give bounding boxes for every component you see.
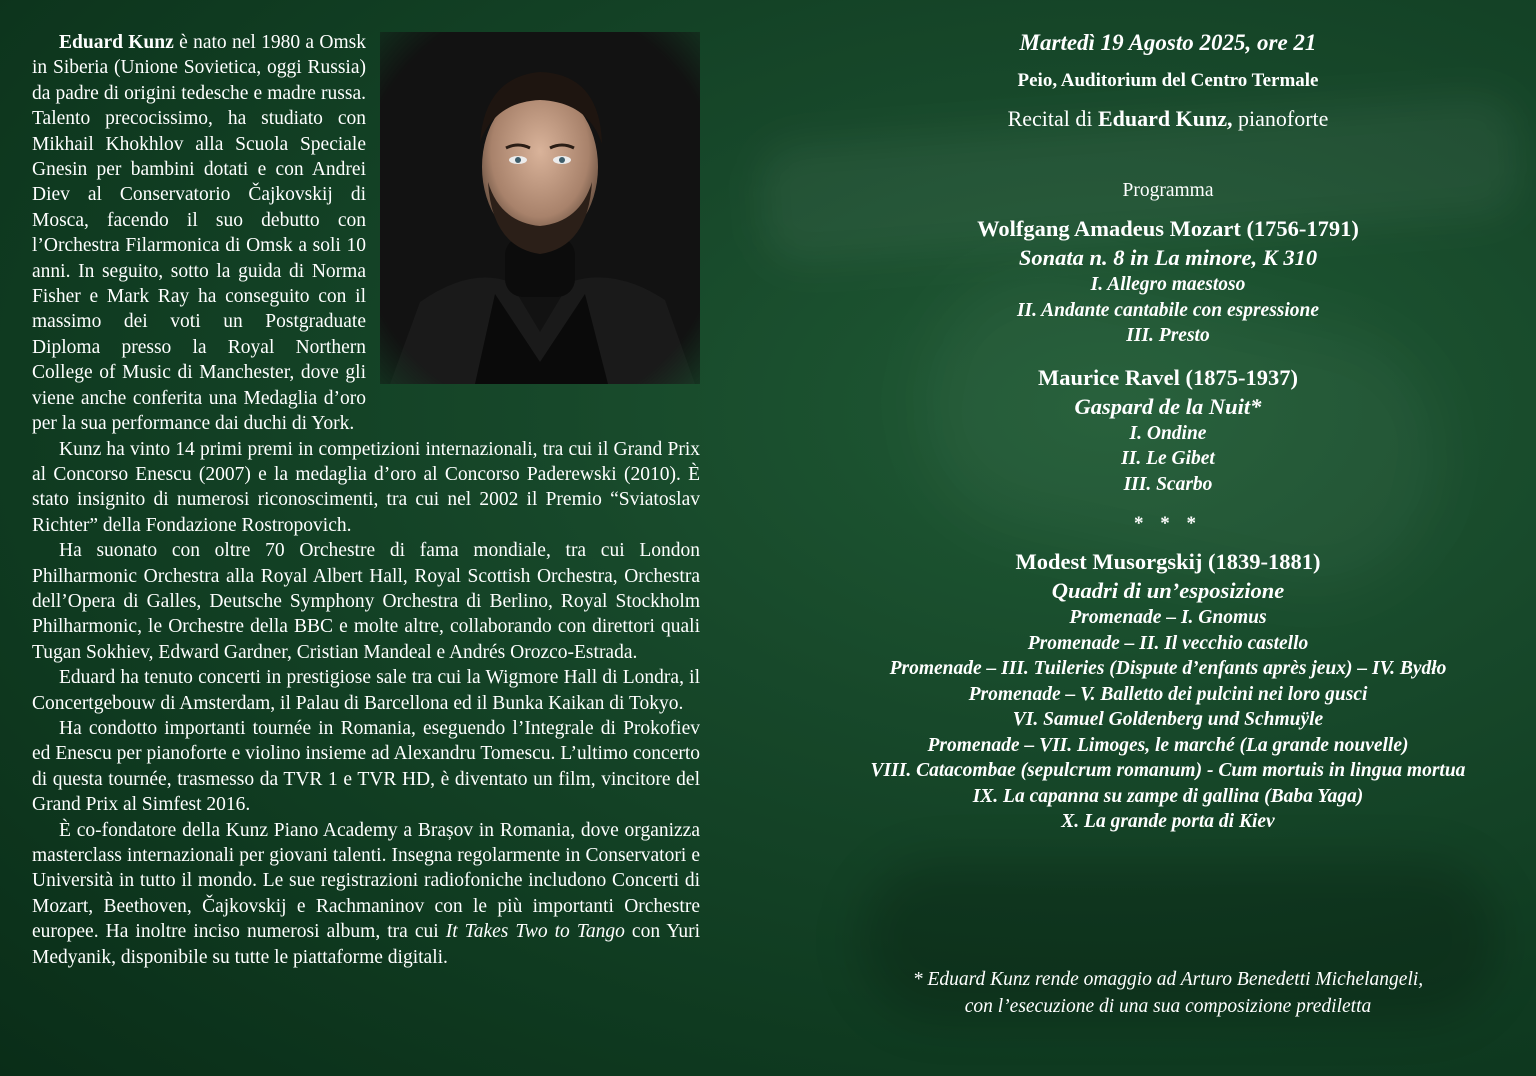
movement-item: II. Le Gibet — [1121, 448, 1215, 469]
movement-item: VIII. Catacombae (sepulcrum romanum) - Cum mortuis in lingua mortua — [870, 760, 1466, 781]
movement-item: VI. Samuel Goldenberg und Schmuÿle — [1012, 709, 1324, 730]
bio-paragraph-3: Ha suonato con oltre 70 Orchestre di fama mondiale, tra cui London Philharmonic Orchestra alla Royal Albert Hall, Royal Scottish Orchestra, Orchestra dell’Opera di Galles, Deutsche Symphony Orchestra di Berlino, Royal Stockholm Philharmonic, le Orchestre della BBC e molte altre, collaborando con direttori quali Tugan Sokhiev, Edward Gardner, Cristian Mandeal e Andrés Orozco-Estrada. — [32, 540, 700, 663]
bio-paragraph-5: Ha condotto importanti tournée in Romania, eseguendo l’Integrale di Prokofiev ed Enescu per pianoforte e violino insieme ad Alexandru Tomescu. L’ultimo concerto di questa tournée, trasmesso da TVR 1 e TVR HD, è diventato un film, vincitore del Grand Prix al Simfest 2016. — [32, 717, 700, 816]
concert-date: Martedì 19 Agosto 2025, ore 21 — [1019, 30, 1317, 55]
recital-title — [800, 104, 1536, 134]
section-separator: * * * — [1134, 513, 1202, 534]
bio-paragraph-2: Kunz ha vinto 14 primi premi in competizioni internazionali, tra cui il Grand Prix al Concorso Enescu (2007) e la medaglia d’oro al Concorso Paderewski (2010). È stato insignito di numerosi riconoscimenti, tra cui nel 2002 il Premio “Sviatoslav Richter” della Fondazione Rostropovich. — [32, 438, 700, 536]
movement-item: X. La grande porta di Kiev — [1061, 811, 1275, 832]
movement-item: I. Allegro maestoso — [1090, 274, 1246, 295]
bio-paragraph-1-text: è nato nel 1980 a Omsk in Siberia (Unione Sovietica, oggi Russia) da padre di origini tedesche e madre russa. Talento precocissimo, ha studiato con Mikhail Khokhlov alla Scuola Speciale Gnesin per bambini dotati e con Andrei Diev al Conservatorio Čajkovskij di Mosca, facendo il suo debutto con l’Orchestra Filarmonica di Omsk a soli 10 anni. In seguito, sotto la guida di Norma Fisher e Mark Ray ha conseguito con il massimo dei voti un Postgraduate Diploma presso la Royal Northern College of Music di Manchester, dove gli viene anche conferita una Medaglia d’oro per la sua performance dai duchi di York. — [32, 32, 366, 435]
biography-column — [32, 30, 700, 970]
work-mozart: Sonata n. 8 in La minore, K 310 — [1018, 245, 1318, 270]
footnote-line-2: con l’esecuzione di una sua composizione prediletta — [964, 996, 1372, 1017]
pianist-portrait — [380, 32, 700, 384]
portrait-illustration — [380, 32, 700, 384]
movement-item: I. Ondine — [1129, 422, 1207, 444]
movement-item: Promenade – VII. Limoges, le marché (La grande nouvelle) — [927, 734, 1409, 756]
movement-item: III. Presto — [1126, 325, 1210, 346]
composer-musorgskij: Modest Musorgskij (1839-1881) — [1015, 549, 1321, 574]
program-heading: Programma — [1122, 180, 1214, 201]
movement-item: II. Andante cantabile con espressione — [1016, 299, 1320, 321]
movement-item: Promenade – V. Balletto dei pulcini nei loro gusci — [968, 683, 1368, 705]
recital-performer: Eduard Kunz, — [1098, 106, 1233, 131]
bio-name: Eduard Kunz — [59, 32, 174, 53]
program-column — [800, 28, 1536, 835]
bio-paragraph-6 — [32, 818, 700, 970]
recital-suffix: pianoforte — [1232, 106, 1329, 131]
footnote — [800, 966, 1536, 1020]
composer-mozart: Wolfgang Amadeus Mozart (1756-1791) — [977, 216, 1359, 241]
movement-item: Promenade – I. Gnomus — [1069, 607, 1267, 628]
bio-paragraph-4: Eduard ha tenuto concerti in prestigiose sale tra cui la Wigmore Hall di Londra, il Concertgebouw di Amsterdam, il Palau di Barcellona ed il Bunka Kaikan di Tokyo. — [32, 667, 700, 714]
work-musorgskij: Quadri di un’esposizione — [1051, 578, 1285, 603]
concert-venue: Peio, Auditorium del Centro Termale — [1017, 70, 1319, 91]
bio-paragraph-6-text: È co-fondatore della Kunz Piano Academy a Brașov in Romania, dove organizza masterclass internazionali per giovani talenti. Insegna regolarmente in Conservatori e Università in tutto il mondo. Le sue registrazioni radiofoniche includono Concerti di Mozart, Beethoven, Čajkovskij e Rachmaninov con le più importanti Orchestre europee. Ha inoltre inciso numerosi album, tra cui — [32, 819, 700, 943]
work-ravel: Gaspard de la Nuit* — [1074, 393, 1262, 419]
movement-item: IX. La capanna su zampe di gallina (Baba Yaga) — [972, 785, 1364, 807]
bio-paragraph-6-end: con Yuri Medyanik, disponibile su tutte le piattaforme digitali. — [32, 921, 700, 968]
recital-prefix: Recital di — [1007, 106, 1098, 131]
footnote-line-1: * Eduard Kunz rende omaggio ad Arturo Benedetti Michelangeli, — [912, 969, 1424, 990]
movement-item: III. Scarbo — [1123, 473, 1213, 495]
composer-ravel: Maurice Ravel (1875-1937) — [1038, 364, 1298, 390]
movement-item: Promenade – III. Tuileries (Dispute d’enfants après jeux) – IV. Bydło — [889, 658, 1447, 679]
album-title: It Takes Two to Tango — [445, 921, 625, 943]
movement-item: Promenade – II. Il vecchio castello — [1027, 632, 1309, 654]
